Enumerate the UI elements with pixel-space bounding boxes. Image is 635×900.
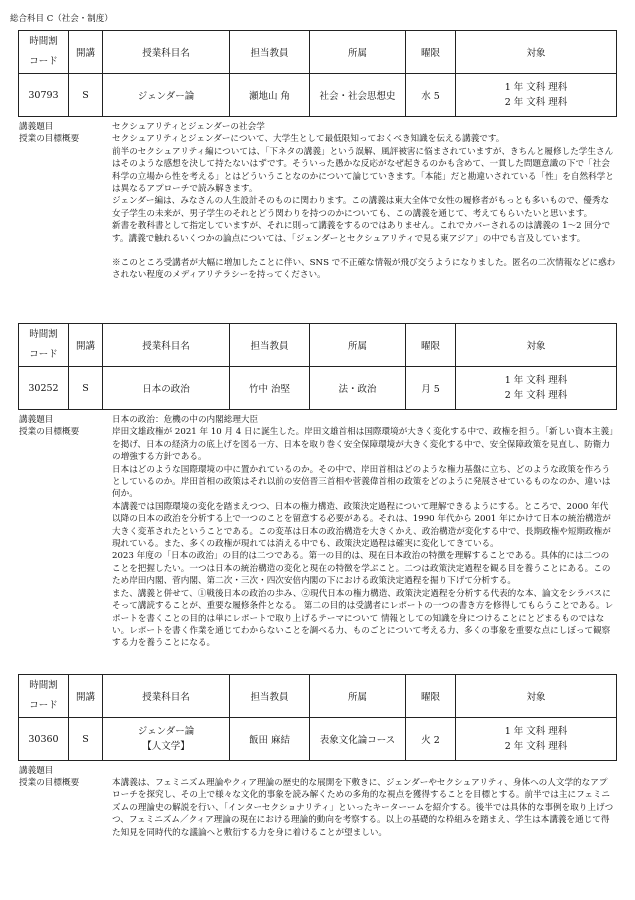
lecture-title: 日本の政治：危機の中の内閣総理大臣: [112, 415, 259, 425]
course-description: [18, 765, 616, 839]
side-labels: 講義題目 授業の目標概要: [19, 766, 80, 789]
target-line: 1 年 文科 理科: [504, 82, 568, 93]
side-labels: 講義題目 授業の目標概要: [19, 415, 80, 438]
side-labels: 講義題目 授業の目標概要: [19, 122, 80, 145]
header-target: 対象: [456, 675, 617, 718]
header-teacher: 担当教員: [230, 324, 310, 367]
course-name: 日本の政治: [103, 367, 230, 410]
header-day: 曜限: [406, 324, 456, 367]
course-block: [18, 323, 616, 650]
paragraph: 前半のセクシュアリティ編については、「下ネタの講義」という誤解、風評被害に悩まされていますが、きちんと履修した学生さんはそのような感想を決して持たないはずです。そういった愚かな反応がなぜ起きるのかも含めて、一貫した問題意識の下で「社会科学の立場から性を考える」とはどういうことなのかについて論じていきます。「本能」だと勘違いされている「性」を自然科学とは異なるアプローチで読み解きます。: [112, 146, 614, 195]
paragraph: 岸田文雄政権が 2021 年 10 月 4 日に誕生した。岸田文雄首相は国際環境が大きく変化する中で、政権を担う。「新しい資本主義」を掲げ、日本の経済力の底上げを図る一方、日本を取り巻く安全保障環境が大きく変化する中で、安全保障政策を見直し、防衛力の増強する方針である。: [112, 427, 614, 463]
header-period: 時間割 コード: [19, 31, 69, 74]
header-period: 時間割 コード: [19, 324, 69, 367]
target-line: 2 年 文科 理科: [504, 741, 568, 752]
paragraph: 2023 年度の「日本の政治」の目的は二つである。第一の目的は、現在日本政治の特徴を理解することである。具体的には二つのことを把握したい。一つは日本の統治構造の変化と現在の特徴を学ぶこと。二つは政策決定過程を観る目を養うことにある。このため岸田内閣、菅内閣、第二次・三次・四次安倍内閣の下における政策決定過程を掘り下げて分析する。: [112, 551, 611, 587]
header-course: 授業科目名: [103, 675, 230, 718]
paragraph: 本講義は、フェミニズム理論やクィア理論の歴史的な展開を下敷きに、ジェンダーやセクシュアリティ、身体への人文学的なアプローチを探究し、その上で様々な文化的事象を読み解くための多角的な視点を獲得することを目標とする。前半では主にフェミニズムの理論史の解説を行い、「インターセクショナリティ」といったキーターームを紹介する。後半では具体的な事例を取り上げつつ、フェミニズム／クィア理論の現在における理論的動向を考察する。以上の基礎的な枠組みを踏まえ、学生は本講義を通じて得た知見を同時代的な議論へと敷衍する力を身に着けることが望ましい。: [112, 778, 614, 838]
course-sem: S: [69, 74, 103, 117]
header-dept: 所属: [310, 675, 406, 718]
header-teacher: 担当教員: [230, 675, 310, 718]
paragraph: 本講義では国際環境の変化を踏まえつつ、日本の権力構造、政策決定過程について理解できるようにする。ところで、2000 年代以降の日本の政治を分析する上で一つのことを留意する必要がある。それは、1990 年代から 2001 年にかけて日本の統治構造が大きく変革されたということである。この変革は日本の政治構造を大きくかえ、政治構造が変化する中で、長期政権や短期政権が現れている。また、多くの政権が現れては消える中でも、政策決定過程は確実に変化してきている。: [112, 501, 611, 550]
target-line: 2 年 文科 理科: [504, 97, 568, 108]
paragraph: ※このところ受講者が大幅に増加したことに伴い、SNS で不正確な情報が飛び交うようになりました。匿名の二次情報などに惑わされない程度のメディアリテラシーを持ってください。: [112, 258, 616, 281]
target-line: 1 年 文科 理科: [504, 726, 568, 737]
course-day: 火 2: [406, 718, 456, 761]
course-target: [456, 74, 617, 117]
paragraph: セクシュアリティとジェンダーについて、大学生として最低限知っておくべき知識を伝える講義です。: [112, 134, 505, 145]
course-dept: 社会・社会思想史: [310, 74, 406, 117]
course-name: ジェンダー論 【人文学】: [103, 718, 230, 761]
header-teacher: 担当教員: [230, 31, 310, 74]
lecture-title: セクシュアリティとジェンダーの社会学: [112, 122, 265, 132]
course-code: 30793: [19, 74, 69, 117]
course-name: ジェンダー論: [103, 74, 230, 117]
header-day: 曜限: [406, 31, 456, 74]
course-meta-table: [18, 30, 617, 117]
course-dept: 表象文化論コース: [310, 718, 406, 761]
course-sem: S: [69, 367, 103, 410]
course-teacher: 飯田 麻結: [230, 718, 310, 761]
page-header: 総合科目 C（社会・制度）: [10, 14, 113, 24]
course-description: [18, 414, 616, 650]
header-sem: 開講: [69, 324, 103, 367]
header-target: 対象: [456, 31, 617, 74]
header-sem: 開講: [69, 31, 103, 74]
course-dept: 法・政治: [310, 367, 406, 410]
header-day: 曜限: [406, 675, 456, 718]
header-dept: 所属: [310, 31, 406, 74]
course-name-tag: 【人文学】: [142, 741, 190, 752]
course-code: 30360: [19, 718, 69, 761]
course-block: [18, 674, 616, 839]
course-teacher: 竹中 治堅: [230, 367, 310, 410]
paragraph: 新書を教科書として指定していますが、それに則って講義をするのではありません。これでカバーされるのは講義の 1〜2 回分です。講義で触れるいくつかの論点については、「ジェンダーとセクシュアリティで見る東アジア」の中でも言及しています。: [112, 221, 611, 244]
course-description: [18, 121, 616, 282]
header-sem: 開講: [69, 675, 103, 718]
header-course: 授業科目名: [103, 31, 230, 74]
course-target: [456, 367, 617, 410]
course-meta-table: [18, 323, 617, 410]
course-target: [456, 718, 617, 761]
header-period: 時間割 コード: [19, 675, 69, 718]
course-day: 月 5: [406, 367, 456, 410]
paragraph: 日本はどのような国際環境の中に置かれているのか。その中で、岸田首相はどのような権力基盤に立ち、どのような政策を作ろうとしているのか。岸田首相の政策はそれ以前の安倍晋三首相や菅義偉首相の政策をどのように発展させているものなのか、違いは何か。: [112, 464, 611, 500]
course-day: 水 5: [406, 74, 456, 117]
header-target: 対象: [456, 324, 617, 367]
header-dept: 所属: [310, 324, 406, 367]
target-line: 2 年 文科 理科: [504, 390, 568, 401]
course-code: 30252: [19, 367, 69, 410]
paragraph: [112, 245, 616, 257]
target-line: 1 年 文科 理科: [504, 375, 568, 386]
paragraph: また、講義と併せて、①戦後日本の政治の歩み、②現代日本の権力構造、政策決定過程を分析する代表的な本、論文をシラバスにそって講読することが、重要な履修条件となる。 第二の目的は受講者にレポートの一つの書き方を修得してもらうことである。レポートを書くことの目的は単にレポートで取り上げるテーマについて 情報としての知識を身につけることにとどまるものではない。レポートを書く作業を通じてわからないことを調べる力、ものごとについて考える力、多くの事象を重要な点にしぼって観察する力を養うことになる。: [112, 588, 614, 649]
paragraph: ジェンダー編は、みなさんの人生設計そのものに関わります。この講義は東大全体で女性の履修者がもっとも多いもので、優秀な女子学生の未来が、男子学生のそれとどう関わりを持つのかについても、この講義を通じて、考えてもらいたいと思います。: [112, 196, 610, 219]
course-block: [18, 30, 616, 282]
course-sem: S: [69, 718, 103, 761]
course-teacher: 瀬地山 角: [230, 74, 310, 117]
course-meta-table: [18, 674, 617, 761]
header-course: 授業科目名: [103, 324, 230, 367]
